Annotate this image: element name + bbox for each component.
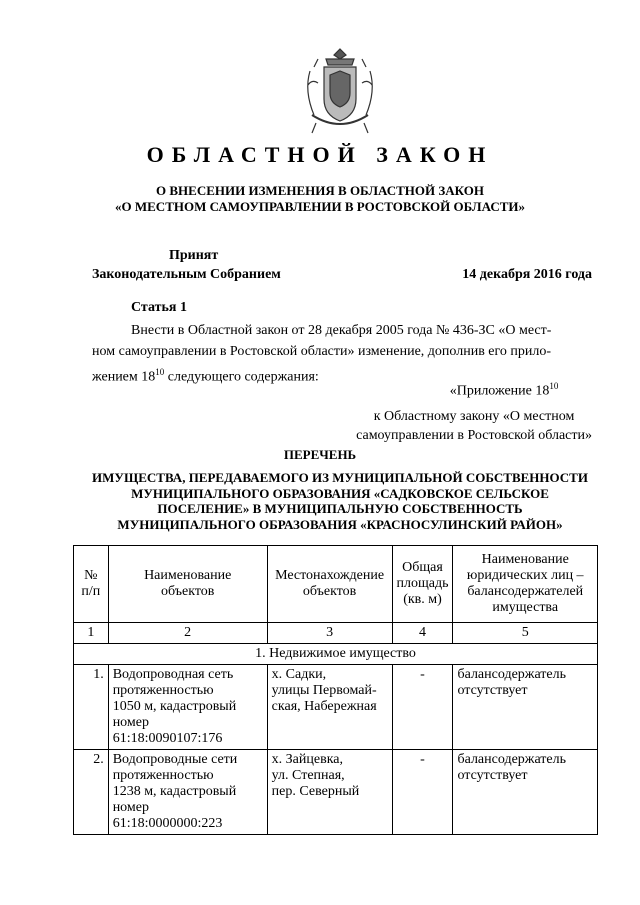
header-line: (кв. м)	[403, 592, 442, 607]
cell-line: балансодержатель	[457, 667, 567, 682]
law-title: ОБЛАСТНОЙ ЗАКОН	[146, 142, 494, 167]
subtitle-line: О ВНЕСЕНИИ ИЗМЕНЕНИЯ В ОБЛАСТНОЙ ЗАКОН	[156, 183, 484, 198]
row-number: 1.	[74, 665, 109, 750]
adopted-date: 14 декабря 2016 года	[462, 267, 592, 282]
row-number: 2.	[74, 750, 109, 835]
area-cell: -	[392, 750, 453, 835]
column-number: 5	[453, 623, 598, 644]
header-line: объектов	[302, 584, 357, 599]
adopted-by: Законодательным Собранием	[92, 267, 281, 282]
list-heading: ПЕРЕЧЕНЬ	[283, 447, 357, 462]
location-cell	[267, 750, 392, 835]
cell-line: 1050 м, кадастровый	[112, 699, 237, 714]
area-cell: -	[392, 665, 453, 750]
cell-line: балансодержатель	[457, 752, 567, 767]
header-name	[108, 546, 267, 623]
superscript: 10	[155, 367, 165, 377]
list-subheading	[80, 470, 600, 532]
cell-line: Водопроводная сеть	[112, 667, 234, 682]
holder-cell	[453, 750, 598, 835]
column-number: 2	[108, 623, 267, 644]
article-line-part: жением 18	[92, 369, 156, 385]
holder-cell	[453, 665, 598, 750]
header-line: п/п	[81, 584, 101, 599]
header-line: Общая	[402, 560, 443, 575]
table-row	[74, 750, 598, 835]
article-line: Внести в Областной закон от 28 декабря 2005 года № 436-ЗС «О мест-	[131, 323, 552, 338]
object-name-cell	[108, 750, 267, 835]
header-line: площадь	[396, 576, 449, 591]
header-line: №	[84, 568, 98, 583]
cell-line: номер	[112, 800, 149, 815]
header-line: юридических лиц –	[466, 568, 584, 583]
cell-line: номер	[112, 715, 149, 730]
object-name-cell	[108, 665, 267, 750]
law-subtitle	[0, 183, 640, 215]
section-title: 1. Недвижимое имущество	[74, 644, 598, 665]
column-number: 1	[74, 623, 109, 644]
cell-line: ская, Набережная	[271, 699, 377, 714]
header-line: балансодержателей	[467, 584, 584, 599]
cell-line: улицы Первомай-	[271, 683, 377, 698]
column-number: 4	[392, 623, 453, 644]
list-subheading-line: ИМУЩЕСТВА, ПЕРЕДАВАЕМОГО ИЗ МУНИЦИПАЛЬНОЙ СОБСТВЕННОСТИ	[92, 470, 588, 485]
adopted-label: Принят	[169, 248, 219, 263]
header-location	[267, 546, 392, 623]
header-line: Наименование	[481, 552, 569, 567]
list-subheading-line: МУНИЦИПАЛЬНОГО ОБРАЗОВАНИЯ «САДКОВСКОЕ СЕЛЬСКОЕ	[131, 485, 549, 501]
cell-line: протяженностью	[112, 768, 214, 783]
cell-line: х. Садки,	[271, 667, 327, 682]
article-line-part: следующего содержания:	[164, 369, 319, 385]
header-holder	[453, 546, 598, 623]
cell-line: отсутствует	[457, 683, 528, 698]
cell-line: х. Зайцевка,	[271, 752, 344, 767]
cell-line: 1238 м, кадастровый	[112, 784, 237, 799]
table-row	[74, 665, 598, 750]
cell-line: отсутствует	[457, 768, 528, 783]
cell-line: протяженностью	[112, 683, 214, 698]
coat-of-arms-emblem	[300, 45, 380, 140]
location-cell	[267, 665, 392, 750]
annex-title	[356, 377, 592, 401]
cell-line: 61:18:0090107:176	[112, 731, 223, 746]
annex-line: самоуправлении в Ростовской области»	[356, 427, 592, 443]
annex-title-text: «Приложение 18	[449, 383, 550, 399]
header-line: объектов	[160, 584, 215, 599]
header-line: Местонахождение	[275, 568, 385, 583]
subtitle-line: «О МЕСТНОМ САМОУПРАВЛЕНИИ В РОСТОВСКОЙ ОБЛАСТИ»	[115, 199, 525, 214]
header-line: имущества	[492, 600, 559, 615]
annex-caption	[356, 377, 592, 445]
cell-line: Водопроводные сети	[112, 752, 238, 767]
cell-line: пер. Северный	[271, 784, 360, 799]
header-num	[74, 546, 109, 623]
column-number: 3	[267, 623, 392, 644]
annex-line: к Областному закону «О местном	[373, 408, 575, 424]
list-subheading-line: МУНИЦИПАЛЬНОГО ОБРАЗОВАНИЯ «КРАСНОСУЛИНСКИЙ РАЙОН»	[117, 516, 563, 532]
superscript: 10	[549, 381, 559, 391]
cell-line: ул. Степная,	[271, 768, 345, 783]
property-table	[73, 545, 598, 835]
cell-line: 61:18:0000000:223	[112, 816, 223, 831]
article-line: ном самоуправлении в Ростовской области» изменение, дополнив его прило-	[92, 344, 552, 359]
list-subheading-line: ПОСЕЛЕНИЕ» В МУНИЦИПАЛЬНУЮ СОБСТВЕННОСТЬ	[157, 501, 523, 516]
header-area	[392, 546, 453, 623]
article-heading: Статья 1	[131, 300, 187, 315]
header-line: Наименование	[144, 568, 232, 583]
